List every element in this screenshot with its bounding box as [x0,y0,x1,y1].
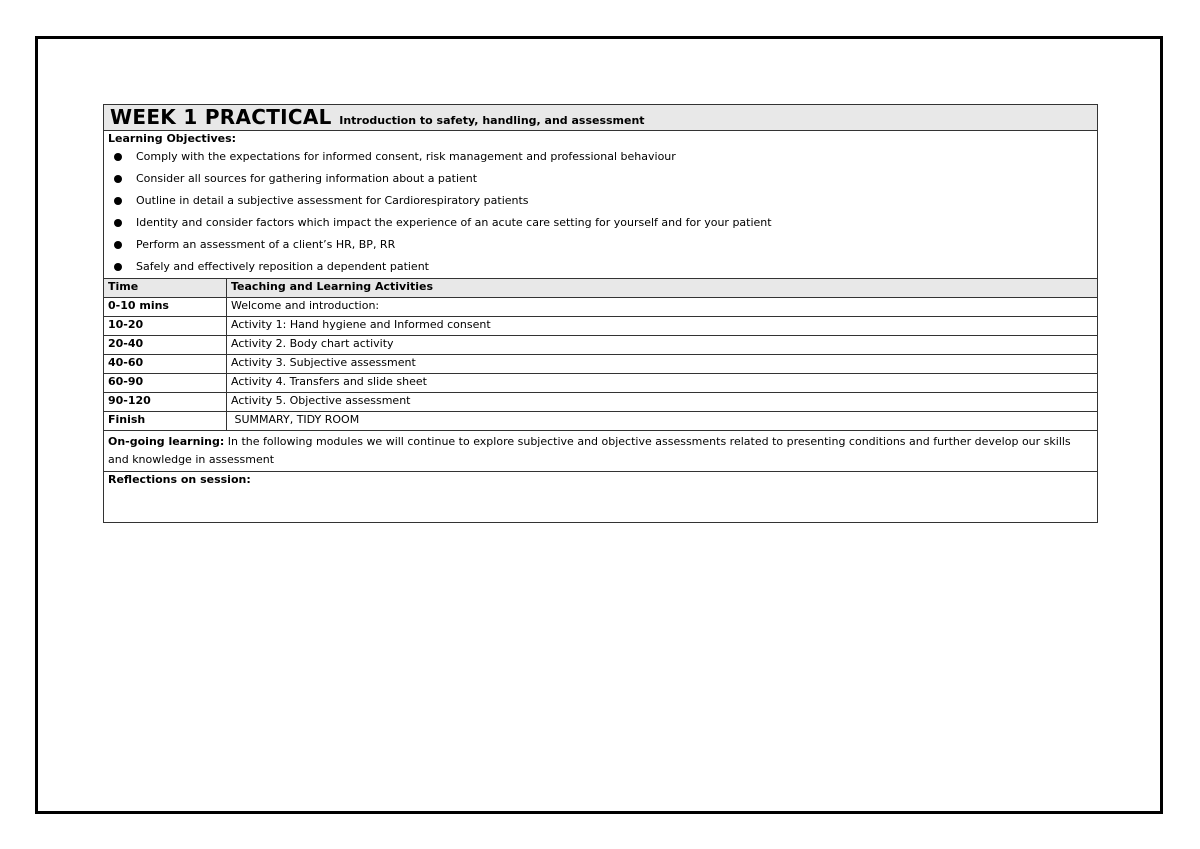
time-column-header: Time [104,279,227,298]
bullet-icon [114,197,122,205]
activity-cell: Activity 4. Transfers and slide sheet [227,374,1098,393]
objective-item [108,168,1093,190]
ongoing-learning-row [104,431,1098,472]
objectives-cell [104,131,1098,279]
objective-item [108,212,1093,234]
time-cell: 90-120 [104,393,227,412]
ongoing-learning-label: On-going learning: [108,435,225,448]
page-subtitle: Introduction to safety, handling, and assessment [339,114,645,127]
objective-text: Perform an assessment of a client’s HR, BP, RR [136,238,396,251]
reflections-cell [104,472,1098,523]
objectives-row [104,131,1098,279]
schedule-header-row [104,279,1098,298]
bullet-icon [114,219,122,227]
objective-item [108,146,1093,168]
time-cell: 10-20 [104,317,227,336]
ongoing-learning-text: In the following modules we will continue to explore subjective and objective assessments related to presenting conditions and further develop our skills and knowledge in assessment [108,435,1071,466]
objective-text: Identity and consider factors which impact the experience of an acute care setting for yourself and for your patient [136,216,772,229]
time-cell: 60-90 [104,374,227,393]
objectives-list [108,146,1093,278]
objective-text: Comply with the expectations for informed consent, risk management and professional behaviour [136,150,676,163]
objective-item [108,190,1093,212]
activity-cell: Activity 5. Objective assessment [227,393,1098,412]
activity-cell: Activity 3. Subjective assessment [227,355,1098,374]
objective-text: Consider all sources for gathering information about a patient [136,172,478,185]
schedule-row [104,298,1098,317]
objective-item [108,256,1093,278]
practical-plan-table [103,104,1098,523]
schedule-row [104,374,1098,393]
objective-text: Outline in detail a subjective assessment for Cardiorespiratory patients [136,194,529,207]
activity-cell: Activity 1: Hand hygiene and Informed consent [227,317,1098,336]
time-cell: 20-40 [104,336,227,355]
ongoing-learning-cell [104,431,1098,472]
title-cell [104,105,1098,131]
activity-cell: Welcome and introduction: [227,298,1098,317]
schedule-row [104,355,1098,374]
schedule-row [104,336,1098,355]
page-title: WEEK 1 PRACTICAL [110,105,332,129]
schedule-row [104,393,1098,412]
objectives-heading: Learning Objectives: [108,132,237,145]
activity-column-header: Teaching and Learning Activities [227,279,1098,298]
schedule-row [104,412,1098,431]
objective-item [108,234,1093,256]
activity-cell: SUMMARY, TIDY ROOM [227,412,1098,431]
time-cell: Finish [104,412,227,431]
objective-text: Safely and effectively reposition a dependent patient [136,260,429,273]
reflections-label: Reflections on session: [108,473,251,486]
bullet-icon [114,175,122,183]
reflections-row [104,472,1098,523]
bullet-icon [114,241,122,249]
time-cell: 0-10 mins [104,298,227,317]
activity-cell: Activity 2. Body chart activity [227,336,1098,355]
time-cell: 40-60 [104,355,227,374]
bullet-icon [114,153,122,161]
title-row [104,105,1098,131]
schedule-row [104,317,1098,336]
bullet-icon [114,263,122,271]
